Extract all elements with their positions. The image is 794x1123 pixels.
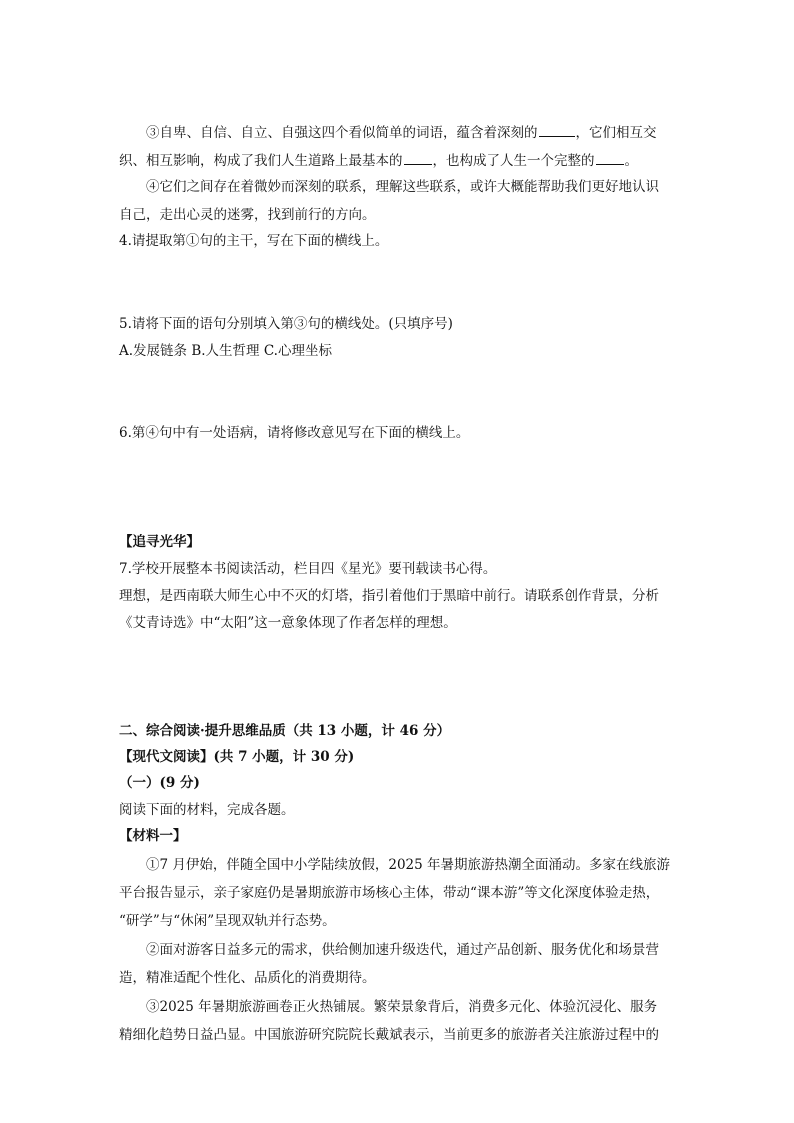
answer-blank bbox=[539, 122, 575, 137]
material-1-line-6: ③2025 年暑期旅游画卷正火热铺展。繁荣景象背后，消费多元化、体验沉浸化、服务 bbox=[146, 999, 658, 1015]
text: ③自卑、自信、自立、自强这四个看似简单的词语，蕴含着深刻的 bbox=[146, 125, 538, 141]
answer-blank bbox=[404, 150, 432, 165]
paragraph-4-line-1: ④它们之间存在着微妙而深刻的联系，理解这些联系，或许大概能帮助我们更好地认识 bbox=[146, 179, 659, 195]
part-1-heading: （一）(9 分) bbox=[119, 775, 200, 791]
material-1-line-4: ②面对游客日益多元的需求，供给侧加速升级迭代，通过产品创新、服务优化和场景营 bbox=[146, 942, 659, 958]
material-1-line-2: 平台报告显示，亲子家庭仍是暑期旅游市场核心主体，带动“课本游”等文化深度体验走热， bbox=[119, 885, 660, 901]
paragraph-3-line-1 bbox=[146, 122, 657, 143]
section-2-heading: 二、综合阅读·提升思维品质（共 13 小题，计 46 分） bbox=[119, 723, 451, 739]
question-5-options: A.发展链条 B.人生哲理 C.心理坐标 bbox=[119, 343, 332, 359]
modern-reading-heading: 【现代文阅读】(共 7 小题，计 30 分) bbox=[119, 749, 355, 765]
answer-blank bbox=[596, 150, 624, 165]
material-1-line-1: ①7 月伊始，伴随全国中小学陆续放假，2025 年暑期旅游热潮全面涌动。多家在线旅游 bbox=[146, 857, 671, 873]
material-1-line-7: 精细化趋势日益凸显。中国旅游研究院院长戴斌表示，当前更多的旅游者关注旅游过程中的 bbox=[119, 1027, 659, 1043]
text: ，也构成了人生一个完整的 bbox=[432, 153, 595, 169]
question-6: 6.第④句中有一处语病，请将修改意见写在下面的横线上。 bbox=[119, 425, 470, 441]
heading-seek-light: 【追寻光华】 bbox=[119, 534, 200, 550]
question-4: 4.请提取第①句的主干，写在下面的横线上。 bbox=[119, 233, 389, 249]
question-7: 7.学校开展整本书阅读活动，栏目四《星光》要刊载读书心得。 bbox=[119, 561, 497, 577]
text: 。 bbox=[624, 153, 638, 169]
material-1-heading: 【材料一】 bbox=[119, 828, 187, 844]
material-1-line-5: 造，精准适配个性化、品质化的消费期待。 bbox=[119, 970, 376, 986]
question-5: 5.请将下面的语句分别填入第③句的横线处。(只填序号) bbox=[119, 316, 453, 332]
text: ，它们相互交 bbox=[575, 125, 657, 141]
paragraph-3-line-2 bbox=[119, 150, 638, 171]
instruction: 阅读下面的材料，完成各题。 bbox=[119, 802, 295, 818]
paragraph-4-line-2: 自己，走出心灵的迷雾，找到前行的方向。 bbox=[119, 207, 376, 223]
question-7-text-1: 理想，是西南联大师生心中不灭的灯塔，指引着他们于黑暗中前行。请联系创作背景，分析 bbox=[119, 588, 659, 604]
text: 织、相互影响，构成了我们人生道路上最基本的 bbox=[119, 153, 403, 169]
question-7-text-2: 《艾青诗选》中“太阳”这一意象体现了作者怎样的理想。 bbox=[119, 615, 457, 631]
material-1-line-3: “研学”与“休闲”呈现双轨并行态势。 bbox=[119, 913, 336, 929]
